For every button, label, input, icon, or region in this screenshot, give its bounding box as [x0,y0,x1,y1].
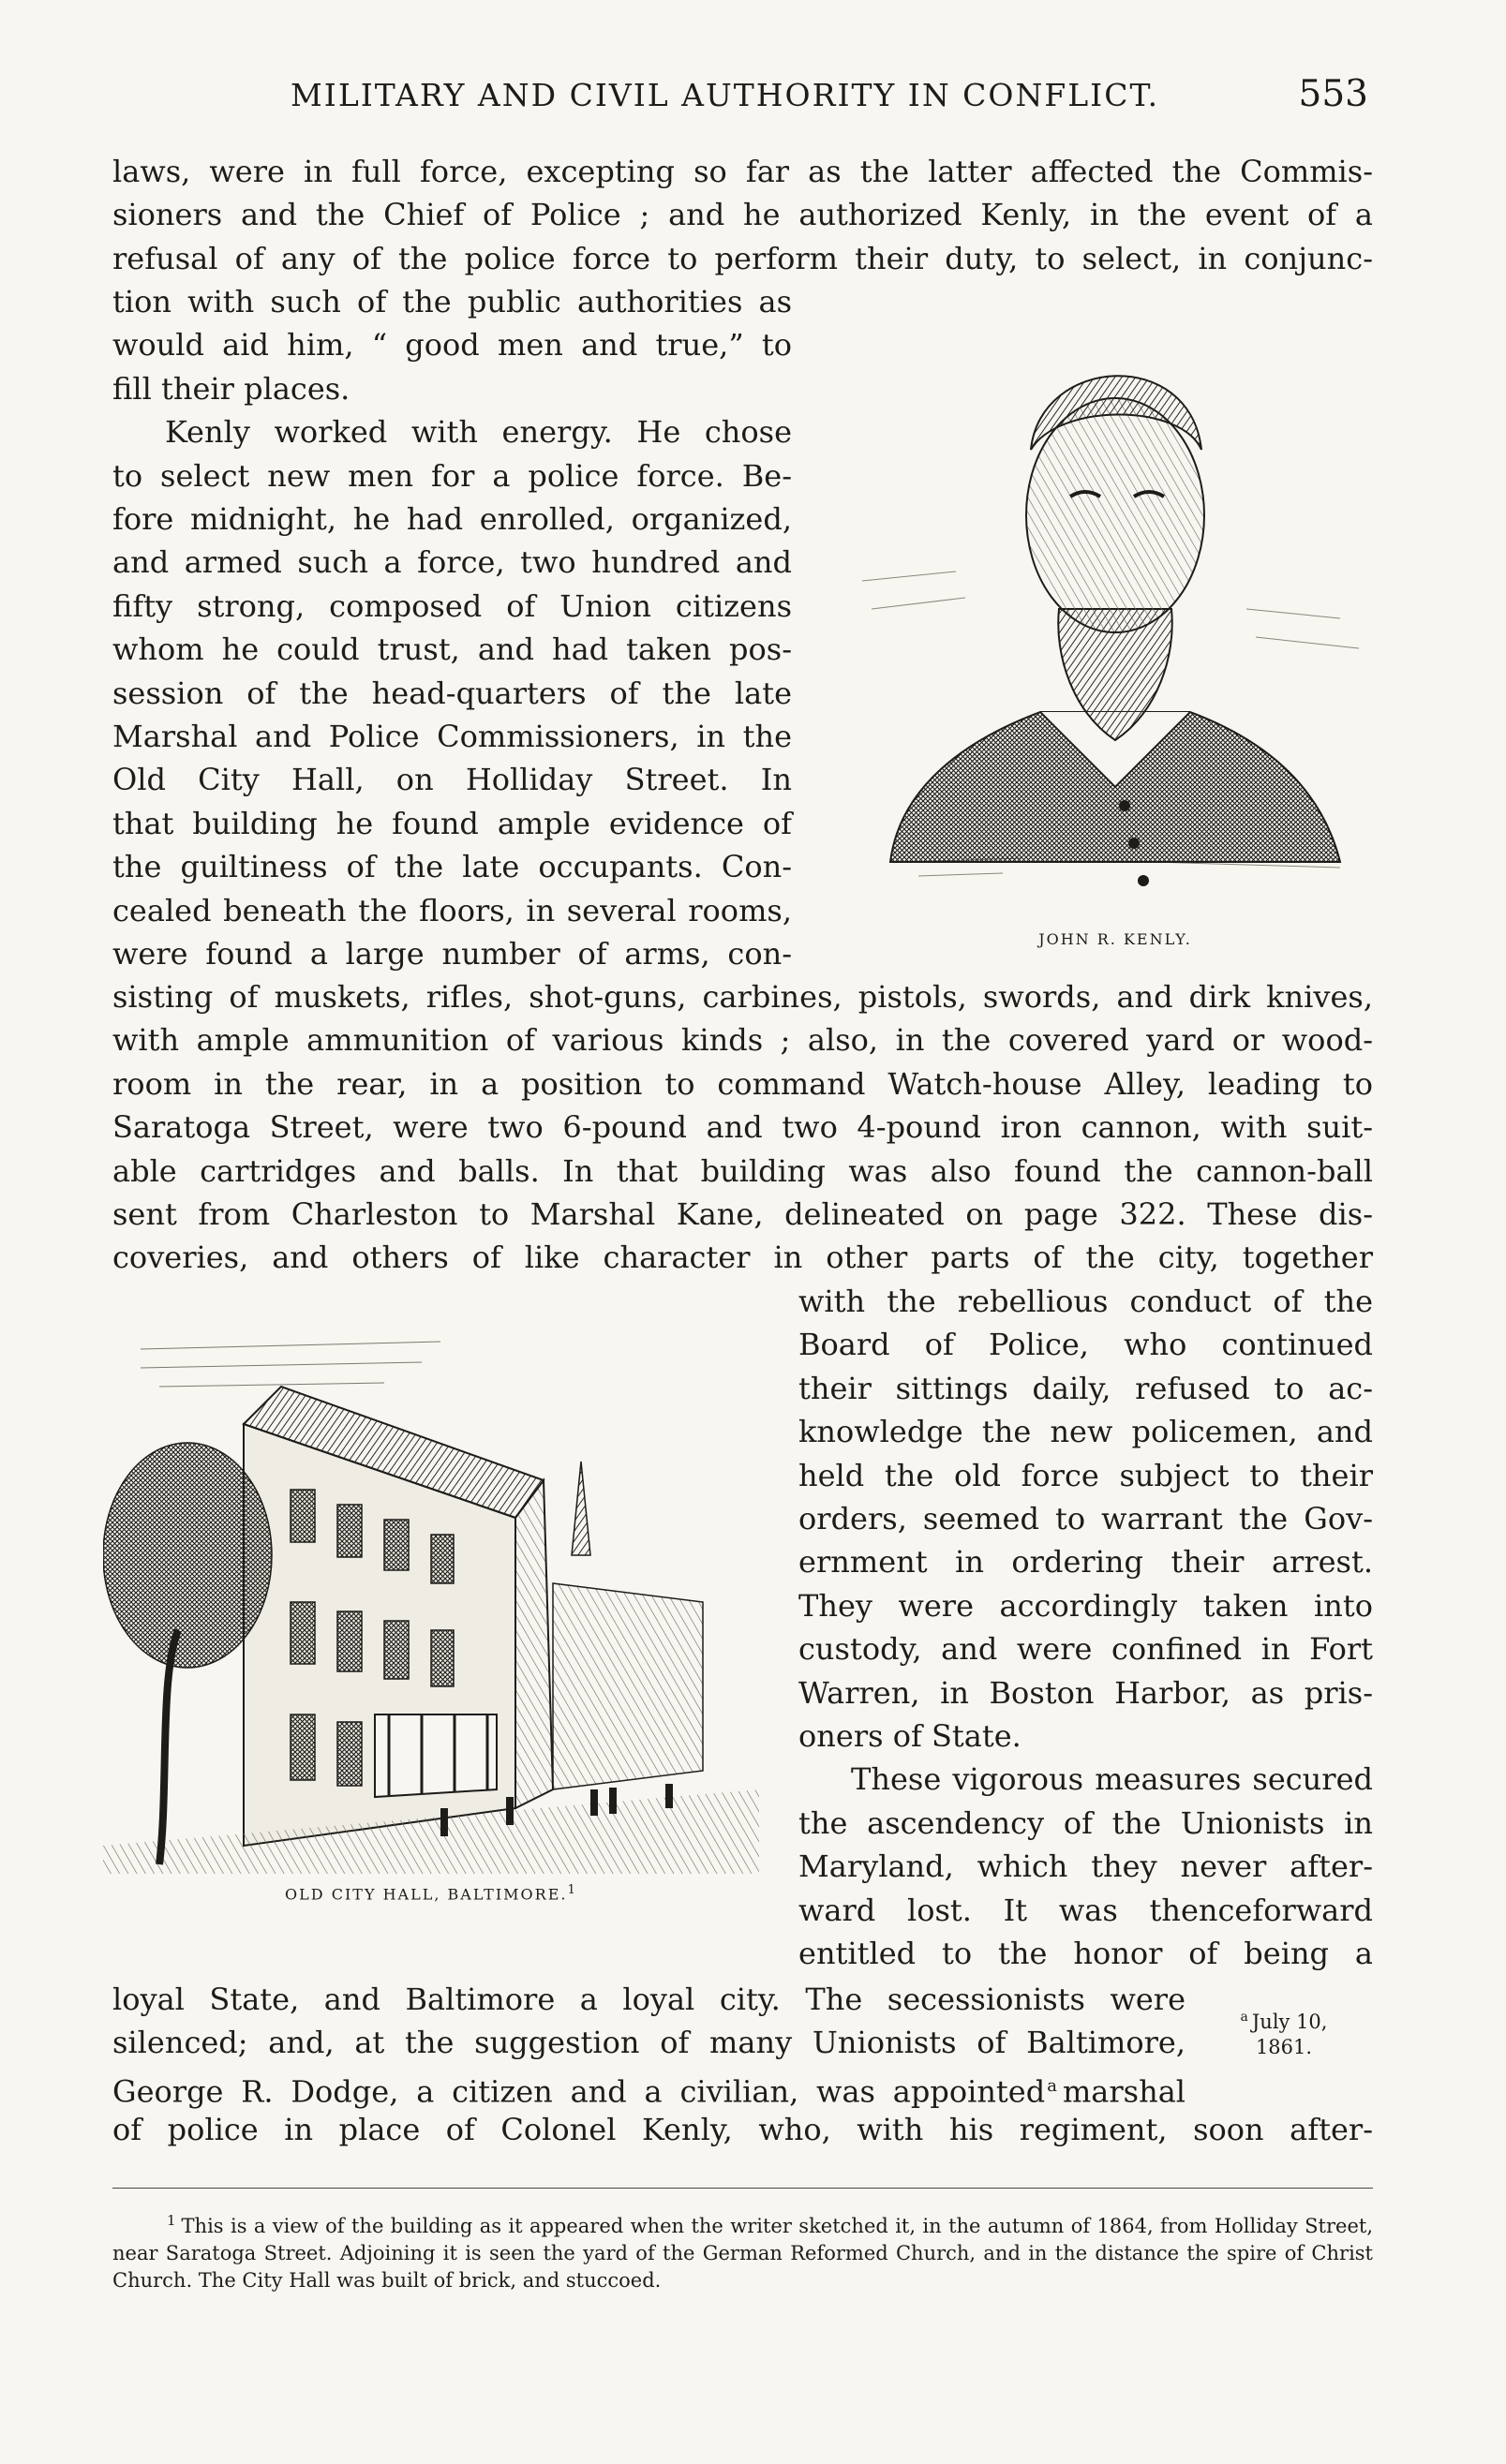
paragraph-right-column [798,1280,1373,1976]
text-line: oners of State. [798,1718,1021,1755]
paragraph-middle [112,975,1373,1280]
footnote-text: This is a view of the building as it appeared when the writer sketched it, in the autumn of 1864, from Holliday Street, near Saratoga Street. Adjoining it is seen the yard of the German Reformed Church, and in the distance the spire of Christ Church. The City Hall was built of brick, and stuccoed. [112,2215,1373,2292]
text-line: These vigorous measures secured [851,1761,1373,1798]
portrait-caption: JOHN R. KENLY. [1038,930,1192,948]
text-line: ernment in ordering their arrest. [798,1544,1373,1581]
city-hall-caption [103,1883,759,1903]
margin-note-date: July 10, [1251,2011,1328,2033]
text-line: whom he could trust, and had taken pos- [112,631,792,668]
text-line: sisting of muskets, rifles, shot-guns, carbines, pistols, swords, and dirk knives, [112,979,1373,1015]
text-line: room in the rear, in a position to command Watch-house Alley, leading to [112,1065,1373,1102]
text-line: silenced; and, at the suggestion of many Unionists of Baltimore, [112,2025,1185,2061]
text-line: sent from Charleston to Marshal Kane, delineated on page 322. These dis- [112,1196,1373,1233]
text-line: Maryland, which they never after- [798,1848,1373,1885]
text-line: were found a large number of arms, con- [112,936,792,972]
city-hall-engraving [103,1321,759,1874]
text-line: Old City Hall, on Holliday Street. In [112,762,792,798]
text-line: orders, seemed to warrant the Gov- [798,1501,1373,1537]
paragraph-left-column [112,280,792,976]
paragraph-bottom-wide [112,2108,1373,2151]
text-line: entitled to the honor of being a [798,1936,1373,1972]
text-line: to select new men for a police force. Be- [112,457,792,494]
text-line: tion with such of the public authorities as [112,284,792,319]
running-head [272,73,1368,124]
text-line: able cartridges and balls. In that building was also found the cannon-ball [112,1152,1373,1189]
text-line [112,2065,1185,2114]
text-line: refusal of any of the police force to perform their duty, to select, in conjunc- [112,240,1373,276]
text-line: Saratoga Street, were two 6-pound and two 4-pound iron cannon, with suit- [112,1109,1373,1146]
text-line: cealed beneath the floors, in several rooms, [112,892,792,928]
footnote-ref-1: 1 [567,1883,577,1897]
city-hall-figure [103,1321,759,1911]
text-line: held the old force subject to their [798,1457,1373,1493]
text-line: Warren, in Boston Harbor, as pris- [798,1674,1373,1711]
text-line-segment: George R. Dodge, a citizen and a civilian, was appointed [112,2073,1046,2110]
margin-note-year: 1861. [1255,2036,1313,2058]
footnote-number: 1 [167,2212,176,2229]
margin-note-line [1214,2005,1354,2035]
margin-date-note [1214,2005,1354,2060]
text-line: knowledge the new policemen, and [798,1414,1373,1450]
text-line: loyal State, and Baltimore a loyal city. The secessionists were [112,1982,1185,2017]
text-line: session of the head-quarters of the late [112,675,792,711]
text-line: fifty strong, composed of Union citizens [112,587,792,624]
margin-note-mark: a [1240,2010,1248,2025]
text-line: coveries, and others of like character in other parts of the city, together [112,1239,1373,1276]
page-number: 553 [1298,73,1368,115]
city-hall-caption-text: OLD CITY HALL, BALTIMORE. [285,1885,568,1904]
paragraph-bottom [112,1978,1185,2114]
text-line: with ample ammunition of various kinds ; also, in the covered yard or wood- [112,1022,1373,1059]
text-line: would aid him, “ good men and true,” to [112,327,792,364]
footnote-rule [112,2188,1373,2189]
footnote-paragraph [112,2207,1373,2294]
text-line: Marshal and Police Commissioners, in the [112,719,792,755]
text-line: ward lost. It was thenceforward [798,1892,1373,1928]
portrait-engraving [853,300,1378,918]
text-line: sioners and the Chief of Police ; and he authorized Kenly, in the event of a [112,197,1373,233]
text-line: Board of Police, who continued [798,1327,1373,1363]
portrait-figure [853,300,1378,948]
text-line: fore midnight, he had enrolled, organized, [112,501,792,538]
text-line: Kenly worked with energy. He chose [165,414,792,451]
text-line: that building he found ample evidence of [112,805,792,841]
text-line: fill their places. [112,370,350,407]
text-line: and armed such a force, two hundred and [112,544,792,581]
text-line: the guiltiness of the late occupants. Con- [112,849,792,885]
text-line: the ascendency of the Unionists in [798,1804,1373,1841]
margin-ref-a: a [1047,2075,1057,2096]
text-line-segment: marshal [1062,2073,1185,2110]
text-line: laws, were in full force, excepting so far as the latter affected the Commis- [112,154,1373,189]
text-line: They were accordingly taken into [798,1587,1373,1624]
text-line: their sittings daily, refused to ac- [798,1370,1373,1406]
text-line: custody, and were confined in Fort [798,1631,1373,1668]
text-line: with the rebellious conduct of the [798,1284,1373,1319]
footnote [112,2207,1373,2294]
running-title: MILITARY AND CIVIL AUTHORITY IN CONFLICT. [291,77,1160,113]
paragraph-top [112,150,1373,280]
text-line: of police in place of Colonel Kenly, who, with his regiment, soon after- [112,2112,1373,2147]
